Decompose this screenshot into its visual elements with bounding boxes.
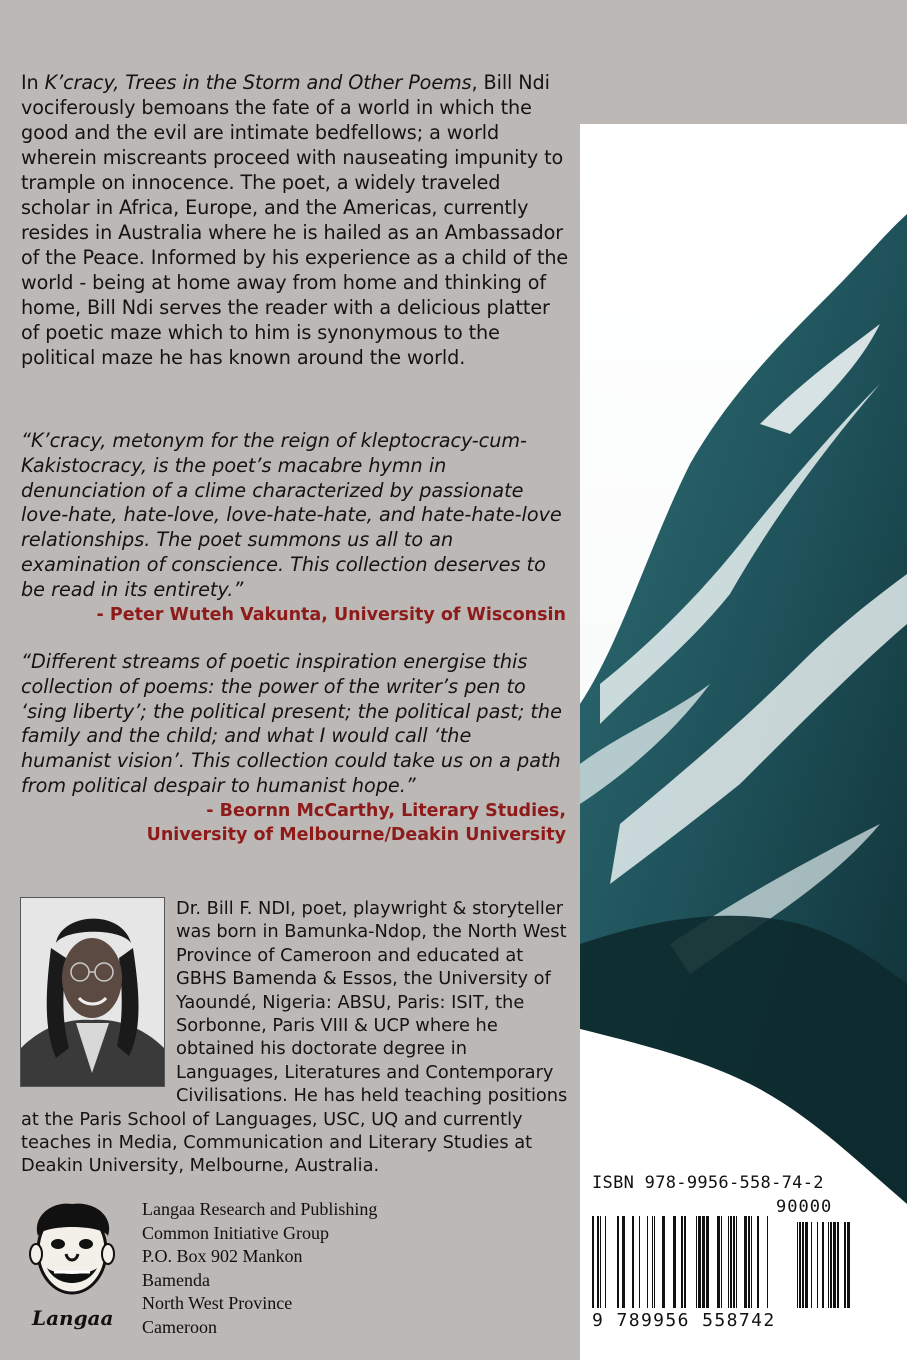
barcode-bar — [702, 1216, 705, 1308]
barcode-bar — [822, 1222, 824, 1308]
review-attribution: - Peter Wuteh Vakunta, University of Wisconsin — [96, 604, 566, 625]
publisher-line: P.O. Box 902 Mankon — [142, 1246, 303, 1267]
review-attribution-line-2: University of Melbourne/Deakin University — [146, 824, 566, 845]
barcode-bar — [744, 1216, 747, 1308]
barcode-bar — [797, 1222, 798, 1308]
blurb-body: , Bill Ndi vociferously bemoans the fate of a world in which the good and the evil are intimate bedfellows; a world wherein miscreants proceed with nauseating impunity to trample on innocence. The poet, a widely traveled scholar in Africa, Europe, and the Americas, currently resides in Australia where he is hailed as an Ambassador of the Peace. Informed by his experience as a child of the world - being at home away from home and thinking of home, Bill Ndi serves the reader with a delicious platter of poetic maze which to him is synonymous to the political maze he has known around the world. — [21, 71, 569, 369]
barcode-bar — [662, 1216, 665, 1308]
publisher-line: Langaa Research and Publishing — [142, 1199, 378, 1219]
barcode-bar — [696, 1216, 697, 1308]
price-code: 90000 — [776, 1197, 833, 1217]
barcode-bar — [847, 1222, 850, 1308]
barcode-bar — [681, 1216, 683, 1308]
barcode-bar — [673, 1216, 676, 1308]
review-quote-1 — [21, 429, 566, 627]
publisher-line: Bamenda — [142, 1269, 210, 1290]
review-text: “K’cracy, metonym for the reign of kleptocracy-cum-Kakistocracy, is the poet’s macabre hymn in denunciation of a clime characterized by passionate love-hate, hate-love, love-hate-hate, and hate-hate-love relationships. The poet summons us all to an examination of conscience. This collection deserves to be read in its entirety.” — [21, 429, 562, 601]
barcode-bar — [748, 1216, 750, 1308]
barcode-bar — [730, 1216, 732, 1308]
logo-wordmark: Langaa — [32, 1306, 114, 1330]
barcode-bar — [767, 1216, 768, 1308]
review-attribution-line-1: - Beornn McCarthy, Literary Studies, — [206, 800, 566, 821]
barcode-bar — [605, 1216, 606, 1308]
barcode-bar — [654, 1216, 655, 1308]
barcode-bar — [805, 1222, 808, 1308]
publisher-line: North West Province — [142, 1293, 293, 1314]
barcode-bar — [632, 1216, 634, 1308]
author-bio — [21, 897, 571, 1178]
barcode-bar — [717, 1216, 720, 1308]
barcode-bar — [757, 1216, 759, 1308]
barcode-bar — [592, 1216, 594, 1308]
barcode-digits: 9 789956 558742 — [592, 1310, 776, 1331]
barcode-bar — [728, 1216, 729, 1308]
barcode-bar — [799, 1222, 801, 1308]
barcode-bar — [733, 1216, 735, 1308]
barcode-bar — [706, 1216, 709, 1308]
barcode-bar — [828, 1222, 829, 1308]
barcode-icon — [590, 1196, 852, 1310]
blurb-lead: In — [21, 71, 45, 94]
barcode-bar — [811, 1222, 812, 1308]
barcode-bar — [639, 1216, 640, 1308]
barcode-bar — [751, 1216, 752, 1308]
barcode-bar — [721, 1216, 722, 1308]
book-title: K’cracy, Trees in the Storm and Other Poems — [44, 71, 472, 94]
publisher-line: Cameroon — [142, 1316, 217, 1337]
publisher-line: Common Initiative Group — [142, 1222, 329, 1243]
barcode-bar — [698, 1216, 701, 1308]
barcode-bar — [647, 1216, 648, 1308]
isbn-label: ISBN 978-9956-558-74-2 — [592, 1173, 824, 1193]
book-description — [21, 70, 571, 370]
barcode-bar — [684, 1216, 686, 1308]
barcode-bar — [844, 1222, 846, 1308]
barcode-bar — [833, 1222, 836, 1308]
barcode-bar — [830, 1222, 832, 1308]
barcode-bar — [597, 1216, 599, 1308]
barcode-bar — [622, 1216, 625, 1308]
review-quote-2 — [21, 650, 566, 847]
barcode-bar — [736, 1216, 737, 1308]
barcode-bar — [617, 1216, 619, 1308]
barcode-bar — [802, 1222, 804, 1308]
barcode-bar — [817, 1222, 818, 1308]
barcode-bar — [837, 1222, 839, 1308]
review-text: “Different streams of poetic inspiration energise this collection of poems: the power of the writer’s pen to ‘sing liberty’; the political present; the political past; the family and the child; and what I would call ‘the humanist vision’. This collection could take us on a path from political despair to humanist hope.” — [21, 650, 562, 797]
publisher-address — [142, 1198, 377, 1340]
bio-text: Dr. Bill F. NDI, poet, playwright & storyteller was born in Bamunka-Ndop, the North West Province of Cameroon and educated at GBHS Bamenda & Essos, the University of Yaoundé, Nigeria: ABSU, Paris: ISIT, the Sorbonne, Paris VIII & UCP where he obtained his doctorate degree in Languages, Literatures and Contemporary Civilisations. He has held teaching positions at the Paris School of Languages, USC, UQ and currently teaches in Media, Communication and Literary Studies at Deakin University, Melbourne, Australia. — [21, 898, 568, 1177]
barcode-bar — [652, 1216, 653, 1308]
barcode-bar — [600, 1216, 601, 1308]
